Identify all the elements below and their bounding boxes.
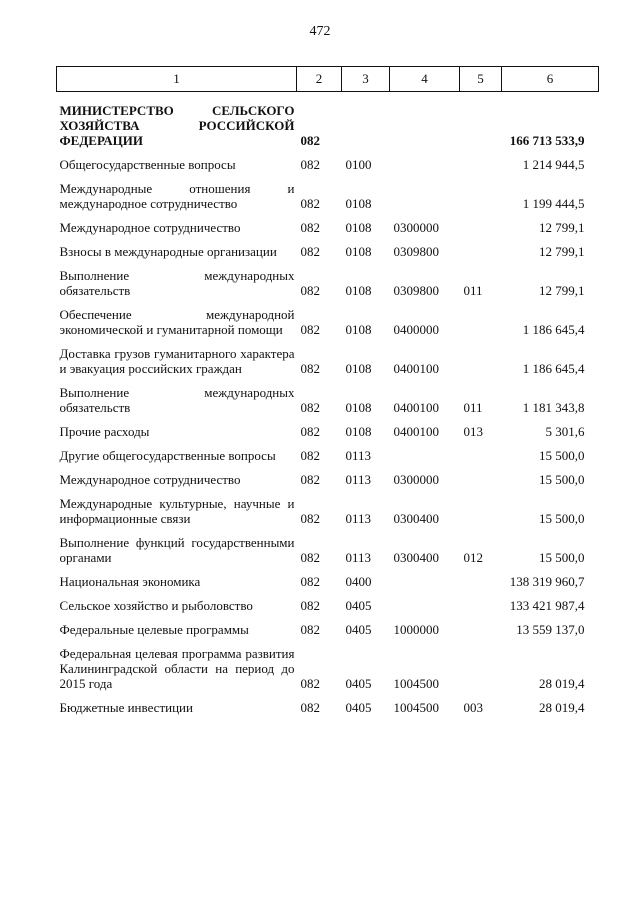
row-section-code: 0405 — [345, 598, 372, 613]
row-name: МИНИСТЕРСТВО СЕЛЬСКОГО ХОЗЯЙСТВА РОССИЙСКОЙ ФЕДЕРАЦИИ — [59, 103, 295, 148]
row-expense-type — [460, 565, 502, 589]
table-header — [57, 67, 599, 92]
row-ministry-code: 082 — [300, 244, 320, 259]
row-target-code: 1004500 — [393, 676, 439, 691]
row-expense-type — [460, 613, 502, 637]
row-ministry-code: 082 — [300, 400, 320, 415]
row-amount: 15 500,0 — [539, 472, 585, 487]
table-row — [57, 211, 599, 235]
table-body — [57, 92, 599, 716]
row-target-code: 0300400 — [393, 550, 439, 565]
row-ministry-code: 082 — [300, 676, 320, 691]
row-target-code — [390, 589, 460, 613]
row-amount: 5 301,6 — [545, 424, 585, 439]
row-name: Выполнение функций государственными органами — [59, 535, 295, 565]
row-amount: 1 214 944,5 — [522, 157, 585, 172]
row-expense-type — [460, 637, 502, 691]
row-target-code — [390, 92, 460, 149]
row-ministry-code: 082 — [300, 322, 320, 337]
table-row — [57, 439, 599, 463]
row-ministry-code: 082 — [300, 196, 320, 211]
row-name: Сельское хозяйство и рыболовство — [59, 598, 253, 613]
row-ministry-code: 082 — [300, 361, 320, 376]
row-target-code: 0400000 — [393, 322, 439, 337]
row-target-code: 0300000 — [393, 472, 439, 487]
row-section-code: 0113 — [345, 511, 372, 526]
row-amount: 15 500,0 — [539, 448, 585, 463]
row-expense-type — [460, 487, 502, 526]
row-section-code: 0113 — [345, 448, 372, 463]
row-name: Международное сотрудничество — [59, 472, 241, 487]
row-expense-type — [460, 337, 502, 376]
row-target-code — [390, 148, 460, 172]
row-ministry-code: 082 — [300, 424, 320, 439]
row-expense-type: 011 — [463, 400, 483, 415]
table-row — [57, 487, 599, 526]
row-target-code: 1000000 — [393, 622, 439, 637]
row-ministry-code: 082 — [300, 550, 320, 565]
table-row — [57, 92, 599, 149]
row-name: Международные культурные, научные и информационные связи — [59, 496, 295, 526]
page-number: 472 — [309, 24, 331, 39]
row-target-code: 0309800 — [393, 244, 439, 259]
row-ministry-code: 082 — [300, 220, 320, 235]
header-col-2: 2 — [297, 67, 342, 92]
row-amount: 28 019,4 — [539, 676, 585, 691]
row-expense-type: 011 — [463, 283, 483, 298]
row-amount: 15 500,0 — [539, 511, 585, 526]
row-section-code: 0108 — [345, 283, 372, 298]
row-section-code: 0108 — [345, 244, 372, 259]
table-row — [57, 376, 599, 415]
row-section-code: 0108 — [345, 220, 372, 235]
header-row — [57, 67, 599, 92]
row-name: Федеральные целевые программы — [59, 622, 249, 637]
header-col-4: 4 — [390, 67, 460, 92]
row-section-code: 0108 — [345, 424, 372, 439]
table-row — [57, 415, 599, 439]
row-section-code: 0100 — [345, 157, 372, 172]
row-section-code: 0400 — [345, 574, 372, 589]
row-amount: 13 559 137,0 — [516, 622, 585, 637]
row-amount: 1 186 645,4 — [522, 322, 585, 337]
row-amount: 1 181 343,8 — [522, 400, 585, 415]
budget-table — [56, 66, 599, 715]
header-col-1: 1 — [57, 67, 297, 92]
row-expense-type — [460, 235, 502, 259]
row-name: Взносы в международные организации — [59, 244, 277, 259]
row-amount: 12 799,1 — [539, 283, 585, 298]
row-expense-type — [460, 172, 502, 211]
row-ministry-code: 082 — [300, 157, 320, 172]
row-section-code: 0113 — [345, 550, 372, 565]
row-section-code: 0405 — [345, 676, 372, 691]
row-ministry-code: 082 — [300, 511, 320, 526]
row-target-code: 1004500 — [393, 700, 439, 715]
table-row — [57, 148, 599, 172]
row-expense-type — [460, 148, 502, 172]
row-amount: 28 019,4 — [539, 700, 585, 715]
row-expense-type — [460, 589, 502, 613]
row-amount: 12 799,1 — [539, 244, 585, 259]
row-expense-type — [460, 92, 502, 149]
row-target-code: 0400100 — [393, 400, 439, 415]
table-row — [57, 172, 599, 211]
header-col-6: 6 — [502, 67, 599, 92]
header-col-5: 5 — [460, 67, 502, 92]
row-section-code: 0113 — [345, 472, 372, 487]
row-target-code — [390, 439, 460, 463]
row-expense-type: 012 — [463, 550, 483, 565]
row-section-code: 0108 — [345, 361, 372, 376]
row-name: Прочие расходы — [59, 424, 150, 439]
table-row — [57, 526, 599, 565]
row-expense-type — [460, 439, 502, 463]
row-name: Национальная экономика — [59, 574, 201, 589]
row-name: Другие общегосударственные вопросы — [59, 448, 276, 463]
row-ministry-code: 082 — [300, 598, 320, 613]
row-name: Обеспечение международной экономической и гуманитарной помощи — [59, 307, 295, 337]
row-ministry-code: 082 — [300, 448, 320, 463]
row-name: Общегосударственные вопросы — [59, 157, 236, 172]
row-amount: 15 500,0 — [539, 550, 585, 565]
row-ministry-code: 082 — [300, 574, 320, 589]
row-ministry-code: 082 — [300, 700, 320, 715]
row-section-code: 0405 — [345, 700, 372, 715]
row-name: Выполнение международных обязательств — [59, 385, 295, 415]
row-amount: 12 799,1 — [539, 220, 585, 235]
table-row — [57, 259, 599, 298]
row-target-code — [390, 172, 460, 211]
row-expense-type — [460, 211, 502, 235]
row-amount: 133 421 987,4 — [509, 598, 585, 613]
row-section-code: 0108 — [345, 322, 372, 337]
table-row — [57, 298, 599, 337]
row-section-code: 0108 — [345, 400, 372, 415]
row-expense-type: 013 — [463, 424, 483, 439]
table-row — [57, 463, 599, 487]
row-name: Выполнение международных обязательств — [59, 268, 295, 298]
row-name: Международное сотрудничество — [59, 220, 241, 235]
row-amount: 1 186 645,4 — [522, 361, 585, 376]
table-row — [57, 235, 599, 259]
table-row — [57, 589, 599, 613]
row-name: Международные отношения и международное сотрудничество — [59, 181, 295, 211]
row-section-code: 0108 — [345, 196, 372, 211]
row-amount: 138 319 960,7 — [509, 574, 585, 589]
row-amount: 166 713 533,9 — [509, 133, 585, 148]
table-row — [57, 565, 599, 589]
row-target-code: 0400100 — [393, 424, 439, 439]
table-row — [57, 691, 599, 715]
row-target-code: 0300400 — [393, 511, 439, 526]
row-name: Доставка грузов гуманитарного характера и эвакуация российских граждан — [59, 346, 295, 376]
row-ministry-code: 082 — [300, 622, 320, 637]
row-expense-type — [460, 298, 502, 337]
row-target-code — [390, 565, 460, 589]
row-expense-type — [460, 463, 502, 487]
row-ministry-code: 082 — [300, 133, 320, 148]
row-section-code: 0405 — [345, 622, 372, 637]
row-ministry-code: 082 — [300, 283, 320, 298]
row-expense-type: 003 — [463, 700, 483, 715]
row-amount: 1 199 444,5 — [522, 196, 585, 211]
row-target-code: 0309800 — [393, 283, 439, 298]
table-row — [57, 613, 599, 637]
table-row — [57, 637, 599, 691]
row-name: Бюджетные инвестиции — [59, 700, 193, 715]
row-ministry-code: 082 — [300, 472, 320, 487]
header-col-3: 3 — [342, 67, 390, 92]
row-name: Федеральная целевая программа развития Калининградской области на период до 2015 года — [59, 646, 295, 691]
row-section-code — [342, 92, 390, 149]
table-row — [57, 337, 599, 376]
row-target-code: 0400100 — [393, 361, 439, 376]
row-target-code: 0300000 — [393, 220, 439, 235]
